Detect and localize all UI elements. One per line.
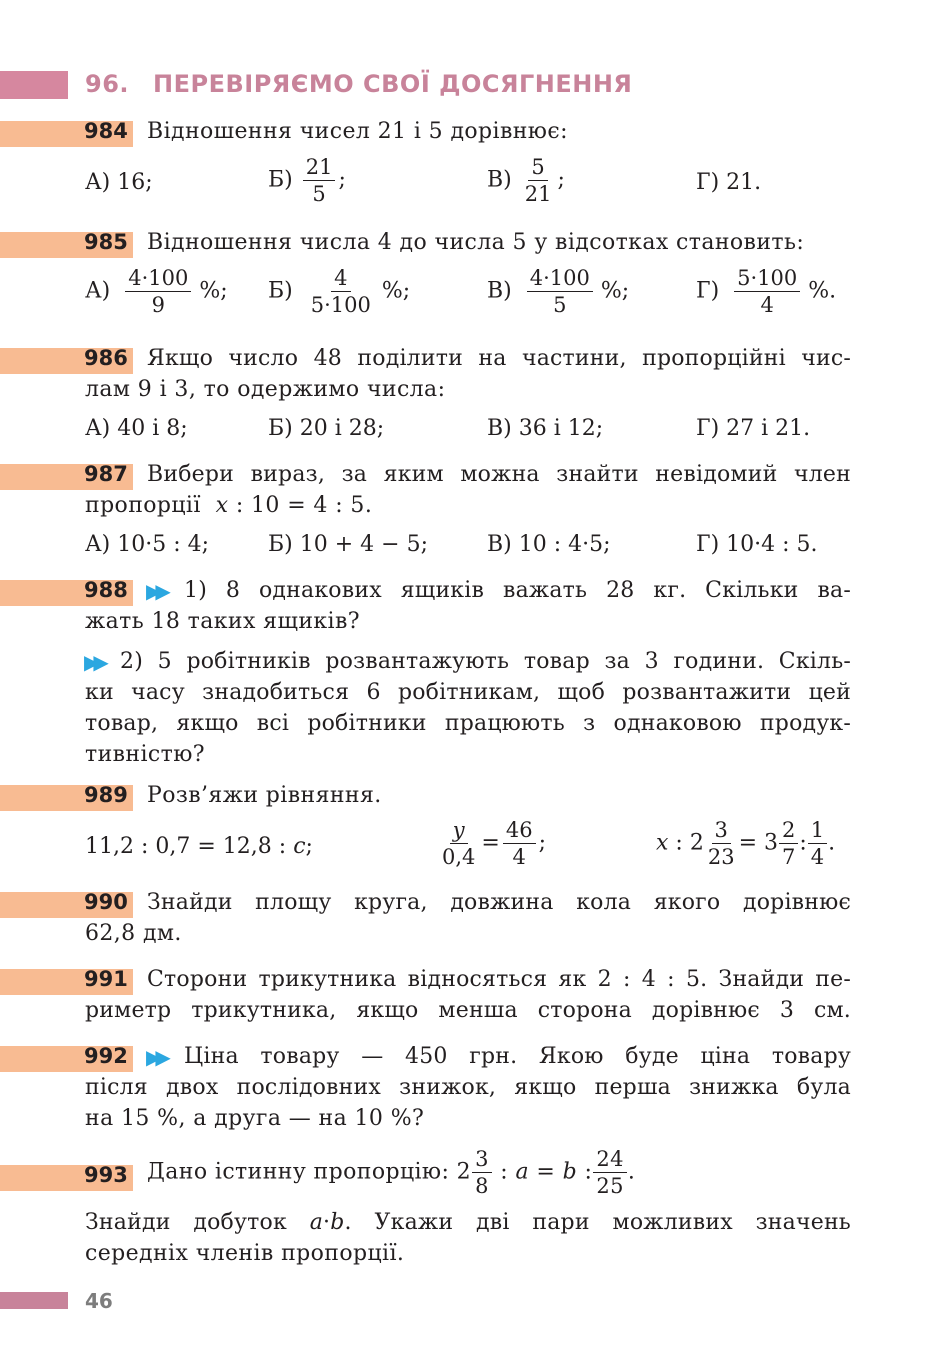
task-text-line: риметр трикутника, якщо менша сторона дорівнює 3 см. — [85, 998, 851, 1023]
option-b: Б) $\frac{21}{5}$ ; — [268, 155, 346, 207]
option-d: Г) 10·4 : 5. — [696, 532, 818, 557]
header-bar — [0, 71, 68, 99]
task-text-line: Ціна товару — 450 грн. Якою буде ціна товару — [184, 1044, 851, 1069]
task-text-line: Знайди площу круга, довжина кола якого дорівнює — [147, 890, 851, 915]
task-text-line: Дано істинну пропорцію: 2 $\frac{3}{8}$ : a = b : $\frac{24}{25}$ . — [147, 1147, 636, 1199]
option-b: Б) 10 + 4 − 5; — [268, 532, 428, 557]
task-number: 990 — [84, 890, 128, 914]
option-c: В) $\frac{4\cdot 100}{5}$ %; — [487, 266, 630, 318]
fraction: $\frac{5}{21}$ — [524, 155, 552, 207]
equation-1: 11,2 : 0,7 = 12,8 : c; — [85, 834, 313, 859]
task-text-line: пропорції x : 10 = 4 : 5. — [85, 493, 373, 518]
footer-bar — [0, 1292, 68, 1309]
task-text-line: 2) 5 робітників розвантажують товар за 3 години. Скіль- — [120, 649, 851, 674]
double-arrow-icon: ▶▶ — [146, 1045, 165, 1069]
page-number: 46 — [85, 1289, 113, 1313]
task-number: 993 — [84, 1163, 128, 1187]
task-text-line: ки часу знадобиться 6 робітникам, щоб розвантажити цей — [85, 680, 851, 705]
task-number: 988 — [84, 578, 128, 602]
option-c: В) $\frac{5}{21}$ ; — [487, 155, 565, 207]
task-text-line: товар, якщо всі робітники працюють з однаковою продук- — [85, 711, 851, 736]
option-c: В) 36 і 12; — [487, 416, 604, 441]
option-d: Г) 21. — [696, 170, 762, 195]
task-text-line: Сторони трикутника відносяться як 2 : 4 : 5. Знайди пе- — [147, 967, 851, 992]
section-number: 96. — [85, 70, 130, 98]
task-number: 992 — [84, 1044, 128, 1068]
option-a: А) $\frac{4\cdot 100}{9}$ %; — [85, 266, 228, 318]
section-title: ПЕРЕВІРЯЄМО СВОЇ ДОСЯГНЕННЯ — [153, 70, 633, 98]
task-text-line: після двох послідовних знижок, якщо перша знижка була — [85, 1075, 851, 1100]
task-number: 991 — [84, 967, 128, 991]
equation-2: $\frac{y}{0,4}$ = $\frac{46}{4}$ ; — [442, 818, 546, 870]
task-text-line: жать 18 таких ящиків? — [85, 609, 360, 634]
task-text: Відношення числа 4 до числа 5 у відсотках становить: — [147, 230, 805, 255]
option-a: А) 40 і 8; — [85, 416, 188, 441]
task-number: 989 — [84, 783, 128, 807]
task-text-line: 1) 8 однакових ящиків важать 28 кг. Скільки ва- — [184, 578, 851, 603]
double-arrow-icon: ▶▶ — [146, 579, 165, 603]
task-text-line: 62,8 дм. — [85, 921, 182, 946]
double-arrow-icon: ▶▶ — [84, 650, 103, 674]
task-number: 984 — [84, 119, 128, 143]
task-number: 986 — [84, 346, 128, 370]
task-text-line: тивністю? — [85, 742, 205, 767]
fraction: $\frac{21}{5}$ — [303, 155, 336, 206]
task-text-line: Вибери вираз, за яким можна знайти невідомий член — [147, 462, 851, 487]
task-text-line: середніх членів пропорції. — [85, 1241, 405, 1266]
task-number: 985 — [84, 230, 128, 254]
option-d: Г) $\frac{5\cdot 100}{4}$ %. — [696, 266, 837, 318]
task-text-line: лам 9 і 3, то одержимо числа: — [85, 377, 446, 402]
task-text: Розв’яжи рівняння. — [147, 783, 382, 808]
task-number: 987 — [84, 462, 128, 486]
task-text-line: Знайди добуток a·b. Укажи дві пари можливих значень — [85, 1210, 851, 1235]
option-d: Г) 27 і 21. — [696, 416, 811, 441]
equation-3: x : 2 $\frac{3}{23}$ = 3 $\frac{2}{7}$ : $\frac{1}{4}$ . — [656, 818, 836, 870]
option-b: Б) $\frac{4}{5\cdot 100}$ %; — [268, 266, 411, 318]
option-c: В) 10 : 4·5; — [487, 532, 611, 557]
option-a: А) 10·5 : 4; — [85, 532, 210, 557]
option-a: А) 16; — [85, 170, 153, 195]
task-text-line: на 15 %, а друга — на 10 %? — [85, 1106, 425, 1131]
task-text: Відношення чисел 21 і 5 дорівнює: — [147, 119, 568, 144]
task-text-line: Якщо число 48 поділити на частини, пропорційні чис- — [147, 346, 851, 371]
option-b: Б) 20 і 28; — [268, 416, 385, 441]
